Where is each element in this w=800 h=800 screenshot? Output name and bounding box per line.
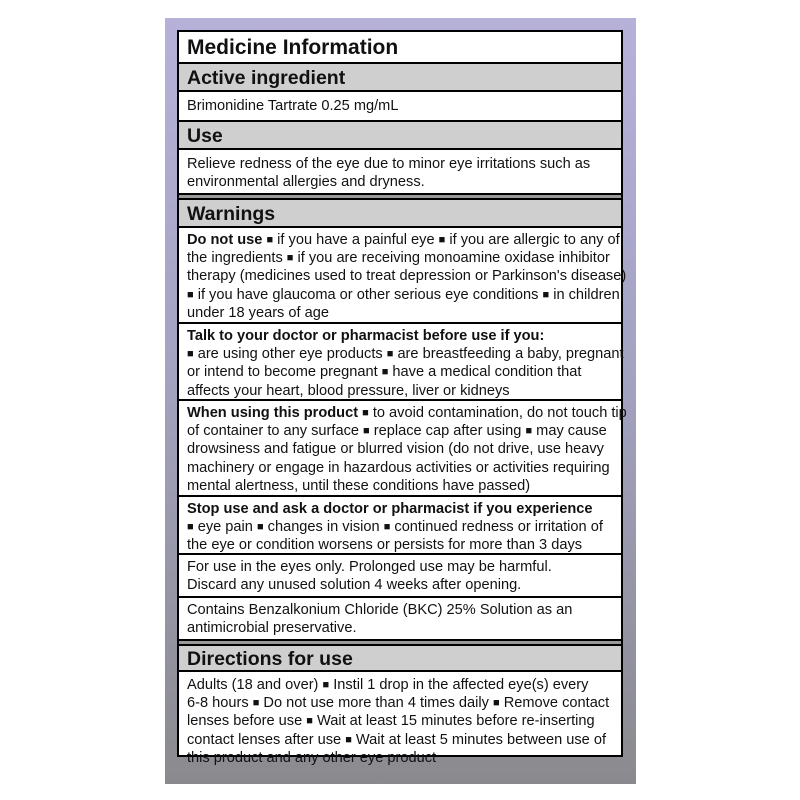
bullet-icon: ■ [187, 288, 194, 301]
contains-line-2: antimicrobial preservative. [187, 620, 357, 637]
do-not-use-text: if you have a painful eye [273, 232, 439, 248]
stop-use-block [179, 497, 621, 555]
medicine-info-panel [177, 30, 627, 766]
do-not-use-text: if you are allergic to any of [445, 232, 620, 248]
bullet-icon: ■ [252, 697, 260, 710]
when-using-block [179, 401, 627, 497]
talk-to-doctor-lead: Talk to your doctor or pharmacist before use if you: [187, 328, 545, 344]
bullet-icon: ■ [525, 425, 533, 438]
bullet-icon: ■ [256, 521, 264, 534]
directions-text: this product and any other eye product [187, 749, 437, 766]
bullet-icon: ■ [493, 697, 500, 710]
when-using-text: to avoid contamination, do not touch tip [368, 405, 627, 421]
bullet-icon: ■ [383, 521, 391, 534]
eyes-only-line-2: Discard any unused solution 4 weeks after opening. [187, 577, 522, 594]
bullet-icon: ■ [363, 425, 370, 438]
use-line-1: Relieve redness of the eye due to minor eye irritations such as [187, 156, 591, 172]
stop-use-text: continued redness or irritation of [390, 519, 603, 536]
directions-text: 6-8 hours [187, 695, 253, 712]
bullet-icon: ■ [187, 521, 194, 534]
when-using-text: replace cap after using [369, 423, 526, 440]
directions-text: contact lenses after use [187, 731, 346, 748]
do-not-use-text: the ingredients [187, 250, 287, 267]
directions-text: Instil 1 drop in the affected eye(s) every [329, 677, 589, 693]
do-not-use-text: in children [549, 286, 620, 303]
eyes-only-line-1: For use in the eyes only. Prolonged use may be harmful. [187, 559, 552, 575]
bullet-icon: ■ [286, 252, 294, 265]
when-using-text: drowsiness and fatigue or blurred vision (do not drive, use heavy [187, 441, 604, 458]
page-title: Medicine Information [179, 32, 621, 64]
do-not-use-text: if you have glaucoma or other serious eye conditions [193, 286, 543, 303]
active-ingredient-value: Brimonidine Tartrate 0.25 mg/mL [187, 98, 399, 114]
directions-text: lenses before use [187, 713, 307, 730]
talk-text: are breastfeeding a baby, pregnant [393, 346, 624, 363]
directions-heading: Directions for use [179, 646, 621, 672]
when-using-text: mental alertness, until these conditions have passed) [187, 477, 531, 494]
bullet-icon: ■ [381, 366, 389, 379]
bullet-icon: ■ [386, 348, 394, 361]
bullet-icon: ■ [306, 715, 313, 728]
active-ingredient-text [179, 92, 621, 122]
eyes-only-block [179, 555, 621, 598]
bullet-icon: ■ [345, 733, 352, 746]
active-ingredient-heading: Active ingredient [179, 64, 621, 92]
contains-line-1: Contains Benzalkonium Chloride (BKC) 25% Solution as an [187, 602, 573, 618]
directions-text: Wait at least 15 minutes before re-inserting [312, 713, 595, 730]
stop-use-text: the eye or condition worsens or persists for more than 3 days [187, 537, 583, 554]
directions-block [179, 672, 621, 769]
stop-use-lead: Stop use and ask a doctor or pharmacist if you experience [187, 501, 593, 517]
bullet-icon: ■ [322, 679, 330, 691]
directions-text: Adults (18 and over) [187, 677, 323, 693]
do-not-use-text: under 18 years of age [187, 304, 329, 321]
directions-text: Do not use more than 4 times daily [259, 695, 493, 712]
talk-text: have a medical condition that [388, 364, 582, 381]
bullet-icon: ■ [542, 288, 550, 301]
stop-use-text: eye pain [193, 519, 257, 536]
when-using-text: of container to any surface [187, 423, 364, 440]
do-not-use-text: if you are receiving monoamine oxidase inhibitor [293, 250, 610, 267]
do-not-use-text: therapy (medicines used to treat depression or Parkinson's disease) [187, 268, 627, 285]
directions-text: Wait at least 5 minutes between use of [351, 731, 607, 748]
when-using-text: may cause [532, 423, 607, 440]
stop-use-text: changes in vision [263, 519, 384, 536]
directions-text: Remove contact [499, 695, 610, 712]
use-heading: Use [179, 122, 621, 150]
talk-to-doctor-block [179, 324, 624, 401]
use-text [179, 150, 621, 195]
bullet-icon: ■ [187, 348, 194, 361]
talk-text: or intend to become pregnant [187, 364, 382, 381]
when-using-lead: When using this product [187, 405, 359, 421]
use-line-2: environmental allergies and dryness. [187, 174, 425, 191]
do-not-use-block [179, 228, 627, 324]
bullet-icon: ■ [438, 234, 446, 246]
talk-text: are using other eye products [193, 346, 387, 363]
when-using-text: machinery or engage in hazardous activities or activities requiring [187, 459, 610, 476]
talk-text: affects your heart, blood pressure, liver or kidneys [187, 382, 510, 399]
contains-block [179, 598, 621, 641]
warnings-heading: Warnings [179, 200, 621, 228]
bullet-icon: ■ [362, 407, 369, 419]
do-not-use-lead: Do not use [187, 232, 263, 248]
bullet-icon: ■ [266, 234, 274, 246]
